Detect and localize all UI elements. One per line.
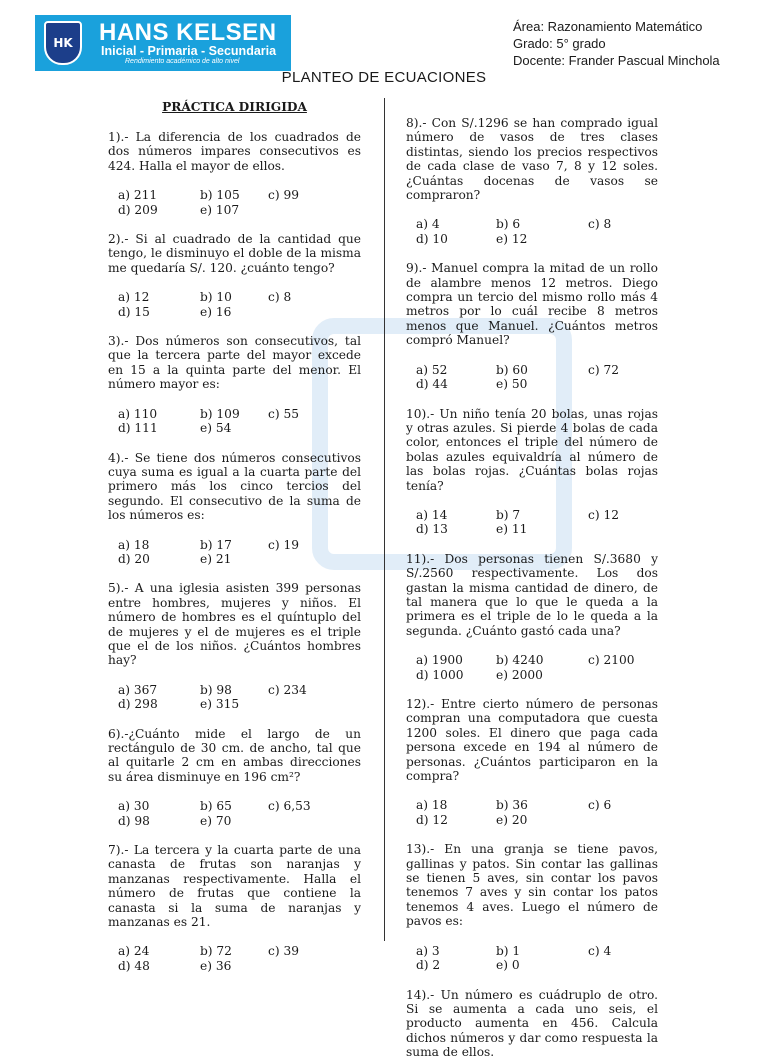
question-text: 6).-¿Cuánto mide el largo de un rectángulo de 30 cm. de ancho, tal que al quitarle 2 cm en ambas direcciones su área disminuye en 196 cm²?: [108, 726, 361, 784]
answer-option: e) 70: [200, 813, 232, 828]
answer-option: e) 107: [200, 202, 240, 217]
answer-option: c) 4: [588, 943, 612, 958]
answer-options: [406, 508, 658, 537]
answer-option: e) 21: [200, 551, 232, 566]
answer-option: a) 12: [118, 290, 150, 305]
answer-option: b) 98: [200, 682, 232, 697]
area-label: Área: Razonamiento Matemático: [513, 19, 703, 34]
question-block: [108, 727, 361, 828]
question-block: [108, 581, 361, 711]
question-text: 14).- Un número es cuádruplo de otro. Si se aumenta a cada uno seis, el producto aumenta en 456. Calcula dichos números y dar como respuesta la suma de ellos.: [406, 987, 658, 1060]
answer-option: a) 14: [416, 507, 448, 522]
question-text: 9).- Manuel compra la mitad de un rollo de alambre menos 12 metros. Diego compra un tercio del mismo rollo más 4 metros por lo cuál recibe 8 metros menos que Manuel. ¿Cuántos metros compró Manuel?: [406, 261, 658, 348]
answer-option: b) 60: [496, 362, 528, 377]
question-text: 7).- La tercera y la cuarta parte de una canasta de frutas son naranjas y manzanas respectivamente. Halla el número de frutas que contiene la canasta si la suma de naranjas y manzanas es 21.: [108, 843, 361, 930]
document-title: PLANTEO DE ECUACIONES: [281, 69, 487, 86]
answer-option: c) 72: [588, 362, 619, 377]
answer-option: d) 298: [118, 697, 158, 712]
answer-option: e) 315: [200, 697, 240, 712]
answer-option: b) 65: [200, 799, 232, 814]
answer-option: a) 4: [416, 217, 440, 232]
answer-option: d) 1000: [416, 667, 464, 682]
answer-option: e) 11: [496, 522, 528, 537]
answer-options: [108, 799, 361, 828]
question-block: [406, 697, 658, 827]
question-block: [108, 334, 361, 435]
section-heading: PRÁCTICA DIRIGIDA: [162, 100, 307, 114]
answer-option: e) 0: [496, 958, 520, 973]
answer-option: c) 99: [268, 188, 299, 203]
question-block: [108, 130, 361, 217]
answer-option: b) 72: [200, 944, 232, 959]
answer-option: e) 2000: [496, 667, 543, 682]
teacher-label: Docente: Frander Pascual Minchola: [513, 53, 720, 68]
answer-option: a) 52: [416, 362, 448, 377]
right-column: [406, 101, 658, 1060]
question-text: 13).- En una granja se tiene pavos, gallinas y patos. Sin contar las gallinas se tienen 5 aves, sin contar los pavos tenemos 7 aves y sin contar los patos tenemos 4 aves. Luego el número de pavos es:: [406, 842, 658, 929]
left-column: [108, 115, 361, 973]
answer-option: b) 7: [496, 507, 521, 522]
answer-option: e) 12: [496, 231, 528, 246]
logo-name: HANS KELSEN: [99, 19, 277, 46]
answer-option: b) 17: [200, 537, 232, 552]
answer-option: b) 6: [496, 217, 521, 232]
answer-option: c) 39: [268, 944, 299, 959]
answer-option: c) 2100: [588, 653, 635, 668]
logo-motto: Rendimiento académico de alto nivel: [125, 58, 240, 65]
question-block: [108, 232, 361, 319]
answer-option: e) 54: [200, 421, 232, 436]
answer-option: d) 2: [416, 958, 441, 973]
answer-option: d) 15: [118, 304, 150, 319]
answer-option: d) 13: [416, 522, 448, 537]
answer-option: c) 234: [268, 682, 307, 697]
answer-option: b) 109: [200, 406, 240, 421]
shield-icon: [44, 21, 82, 65]
answer-options: [108, 944, 361, 973]
answer-option: e) 36: [200, 958, 232, 973]
question-text: 10).- Un niño tenía 20 bolas, unas rojas y otras azules. Si pierde 4 bolas de cada color, entonces el triple del número de bolas azules equivaldría al número de las bolas rojas. ¿Cuántas bolas rojas tenía?: [406, 406, 658, 493]
answer-option: b) 36: [496, 798, 528, 813]
answer-option: b) 4240: [496, 653, 544, 668]
question-block: [406, 842, 658, 972]
answer-option: c) 8: [588, 217, 612, 232]
answer-option: b) 10: [200, 290, 232, 305]
answer-option: a) 1900: [416, 653, 463, 668]
answer-options: [108, 538, 361, 567]
answer-option: c) 55: [268, 406, 299, 421]
question-block: [406, 552, 658, 682]
answer-option: d) 111: [118, 421, 158, 436]
answer-option: a) 211: [118, 188, 158, 203]
answer-option: a) 110: [118, 406, 158, 421]
logo-levels: Inicial - Primaria - Secundaria: [101, 44, 277, 58]
answer-option: a) 24: [118, 944, 150, 959]
answer-option: e) 50: [496, 377, 528, 392]
question-block: [108, 843, 361, 973]
question-block: [406, 261, 658, 391]
question-text: 11).- Dos personas tienen S/.3680 y S/.2560 respectivamente. Los dos gastan la misma cantidad de dinero, de tal manera que lo que le queda a la primera es el triple de lo le queda a la segunda. ¿Cuánto gastó cada una?: [406, 551, 658, 638]
answer-option: a) 3: [416, 943, 440, 958]
question-text: 2).- Si al cuadrado de la cantidad que tengo, le disminuyo el doble de la misma me quedaría S/. 120. ¿cuánto tengo?: [108, 232, 361, 275]
answer-options: [108, 188, 361, 217]
answer-options: [108, 407, 361, 436]
question-text: 8).- Con S/.1296 se han comprado igual número de vasos de tres clases distintas, siendo los precios respectivos de cada clase de vaso 7, 8 y 12 soles. ¿Cuántas docenas de vasos se compraron?: [406, 116, 658, 203]
answer-option: a) 30: [118, 799, 150, 814]
question-block: [406, 116, 658, 246]
answer-option: c) 8: [268, 290, 292, 305]
question-block: [406, 407, 658, 537]
answer-option: a) 18: [416, 798, 448, 813]
question-block: [108, 451, 361, 567]
answer-option: d) 209: [118, 202, 158, 217]
question-text: 1).- La diferencia de los cuadrados de dos números impares consecutivos es 424. Halla el mayor de ellos.: [108, 130, 361, 173]
grade-label: Grado: 5° grado: [513, 36, 606, 51]
answer-options: [108, 683, 361, 712]
answer-options: [108, 290, 361, 319]
answer-option: a) 367: [118, 682, 158, 697]
question-text: 5).- A una iglesia asisten 399 personas entre hombres, mujeres y niños. El número de hombres es el quíntuplo del de mujeres y el de mujeres es el triple que el de los niños. ¿Cuántos hombres hay?: [108, 581, 361, 668]
column-divider: [384, 98, 385, 941]
school-logo: [35, 15, 291, 71]
answer-option: d) 12: [416, 812, 448, 827]
question-text: 3).- Dos números son consecutivos, tal que la tercera parte del mayor excede en 15 a la quinta parte del menor. El número mayor es:: [108, 334, 361, 392]
answer-options: [406, 363, 658, 392]
question-text: 4).- Se tiene dos números consecutivos cuya suma es igual a la cuarta parte del primero más los cinco tercios del segundo. El consecutivo de la suma de los números es:: [108, 450, 361, 523]
answer-option: e) 20: [496, 812, 528, 827]
answer-option: d) 44: [416, 377, 448, 392]
answer-option: c) 6: [588, 798, 612, 813]
answer-option: c) 12: [588, 507, 619, 522]
logo-badge: HK: [53, 36, 73, 50]
answer-option: c) 19: [268, 537, 299, 552]
answer-options: [406, 653, 658, 682]
answer-option: d) 20: [118, 551, 150, 566]
answer-option: d) 10: [416, 231, 448, 246]
answer-option: b) 105: [200, 188, 240, 203]
answer-option: b) 1: [496, 943, 521, 958]
answer-option: a) 18: [118, 537, 150, 552]
answer-option: c) 6,53: [268, 799, 311, 814]
answer-option: d) 48: [118, 958, 150, 973]
answer-options: [406, 217, 658, 246]
answer-options: [406, 798, 658, 827]
answer-option: d) 98: [118, 813, 150, 828]
question-text: 12).- Entre cierto número de personas compran una computadora que cuesta 1200 soles. El dinero que paga cada persona excede en 194 al número de personas. ¿Cuántos participaron en la compra?: [406, 697, 658, 784]
answer-options: [406, 944, 658, 973]
answer-option: e) 16: [200, 304, 232, 319]
